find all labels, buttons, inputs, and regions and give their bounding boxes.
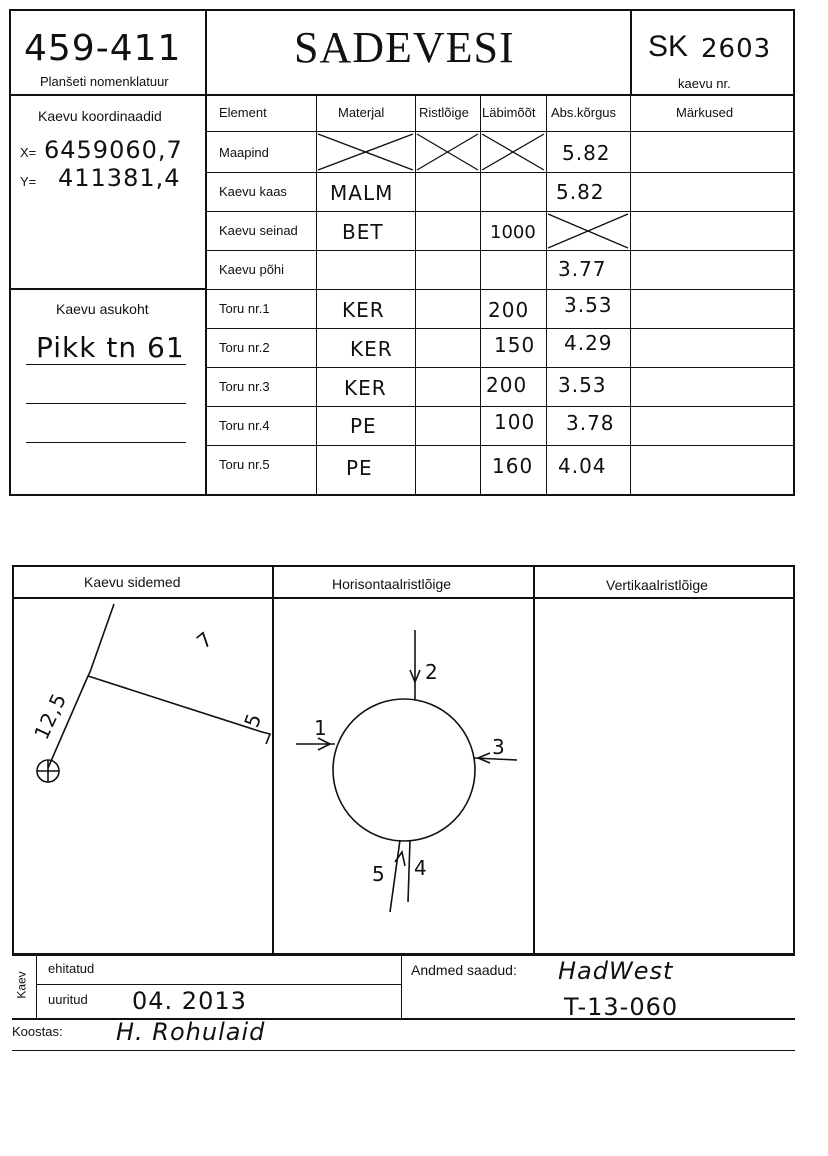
row-element: Toru nr.3 <box>219 379 270 394</box>
row-element: Kaevu põhi <box>219 262 285 277</box>
header-material: Materjal <box>338 105 385 120</box>
x-label: X= <box>20 145 37 160</box>
row-material: KER <box>342 298 385 322</box>
row-material: PE <box>350 414 377 438</box>
row-diameter: 100 <box>494 410 536 434</box>
coordinates-label: Kaevu koordinaadid <box>38 108 162 124</box>
row-abs: 5.82 <box>556 180 605 204</box>
row-diameter: 200 <box>486 373 528 397</box>
surveyed-value: 04. 2013 <box>132 987 247 1015</box>
tie-a: 12,5 <box>29 688 72 744</box>
row-element: Kaevu seinad <box>219 223 298 238</box>
built-label: ehitatud <box>48 961 95 976</box>
data-value-2: T-13-060 <box>564 993 679 1021</box>
row-abs: 3.77 <box>558 257 607 281</box>
row-abs: 3.53 <box>558 373 607 397</box>
location-value: Pikk tn 61 <box>36 331 185 364</box>
vertical-label: Vertikaalristlõige <box>606 577 708 593</box>
row-diameter: 150 <box>494 333 536 357</box>
divider <box>12 1050 795 1051</box>
ties-label: Kaevu sidemed <box>84 574 181 590</box>
well-number: 2603 <box>701 34 772 64</box>
header-abs: Abs.kõrgus <box>551 105 617 120</box>
row-abs: 3.78 <box>566 411 615 435</box>
row-material: MALM <box>330 181 394 205</box>
horizontal-label: Horisontaalristlõige <box>332 576 452 592</box>
divider <box>36 954 37 1018</box>
row-element: Kaevu kaas <box>219 184 287 199</box>
pipe-2-label: 2 <box>425 660 439 684</box>
row-abs: 5.82 <box>562 141 611 165</box>
row-element: Toru nr.4 <box>219 418 270 433</box>
y-value: 411381,4 <box>58 164 181 192</box>
pipe-1-label: 1 <box>314 716 328 740</box>
row-material: PE <box>346 456 373 480</box>
pipe-5-label: 5 <box>372 862 386 886</box>
kaev-label: Kaev <box>14 971 29 999</box>
row-element: Toru nr.1 <box>219 301 270 316</box>
header-element: Element <box>219 105 267 120</box>
well-label: kaevu nr. <box>678 76 731 91</box>
surveyed-label: uuritud <box>48 992 88 1007</box>
data-label: Andmed saadud: <box>411 962 517 978</box>
tie-c: 5 <box>239 709 267 731</box>
divider <box>36 984 401 985</box>
tie-b: 7 <box>191 626 218 654</box>
divider <box>401 954 402 1018</box>
row-material: BET <box>342 220 384 244</box>
pipe-4-label: 4 <box>414 856 428 880</box>
x-value: 6459060,7 <box>44 136 183 164</box>
row-material: KER <box>350 337 393 361</box>
row-element: Toru nr.5 <box>219 457 270 472</box>
pipe-3-label: 3 <box>492 735 506 759</box>
row-abs: 3.53 <box>564 293 613 317</box>
page-title: SADEVESI <box>294 23 515 72</box>
divider <box>12 954 795 956</box>
header-notes: Märkused <box>676 105 734 120</box>
data-value-1: HadWest <box>558 957 674 985</box>
row-element: Maapind <box>219 145 269 160</box>
header-cross: Ristlõige <box>419 105 469 120</box>
row-element: Toru nr.2 <box>219 340 270 355</box>
compiled-value: H. Rohulaid <box>116 1018 266 1046</box>
header-diameter: Läbimõõt <box>482 105 536 120</box>
location-label: Kaevu asukoht <box>56 301 149 317</box>
row-diameter: 1000 <box>490 222 536 243</box>
row-abs: 4.29 <box>564 331 613 355</box>
row-diameter: 160 <box>492 454 534 478</box>
well-prefix: SK <box>648 30 689 63</box>
compiled-label: Koostas: <box>12 1024 63 1039</box>
row-diameter: 200 <box>488 298 530 322</box>
row-abs: 4.04 <box>558 454 607 478</box>
sheet-number: 459-411 <box>24 28 182 69</box>
row-material: KER <box>344 376 387 400</box>
y-label: Y= <box>20 174 37 189</box>
sheet-label: Planšeti nomenklatuur <box>40 74 169 89</box>
